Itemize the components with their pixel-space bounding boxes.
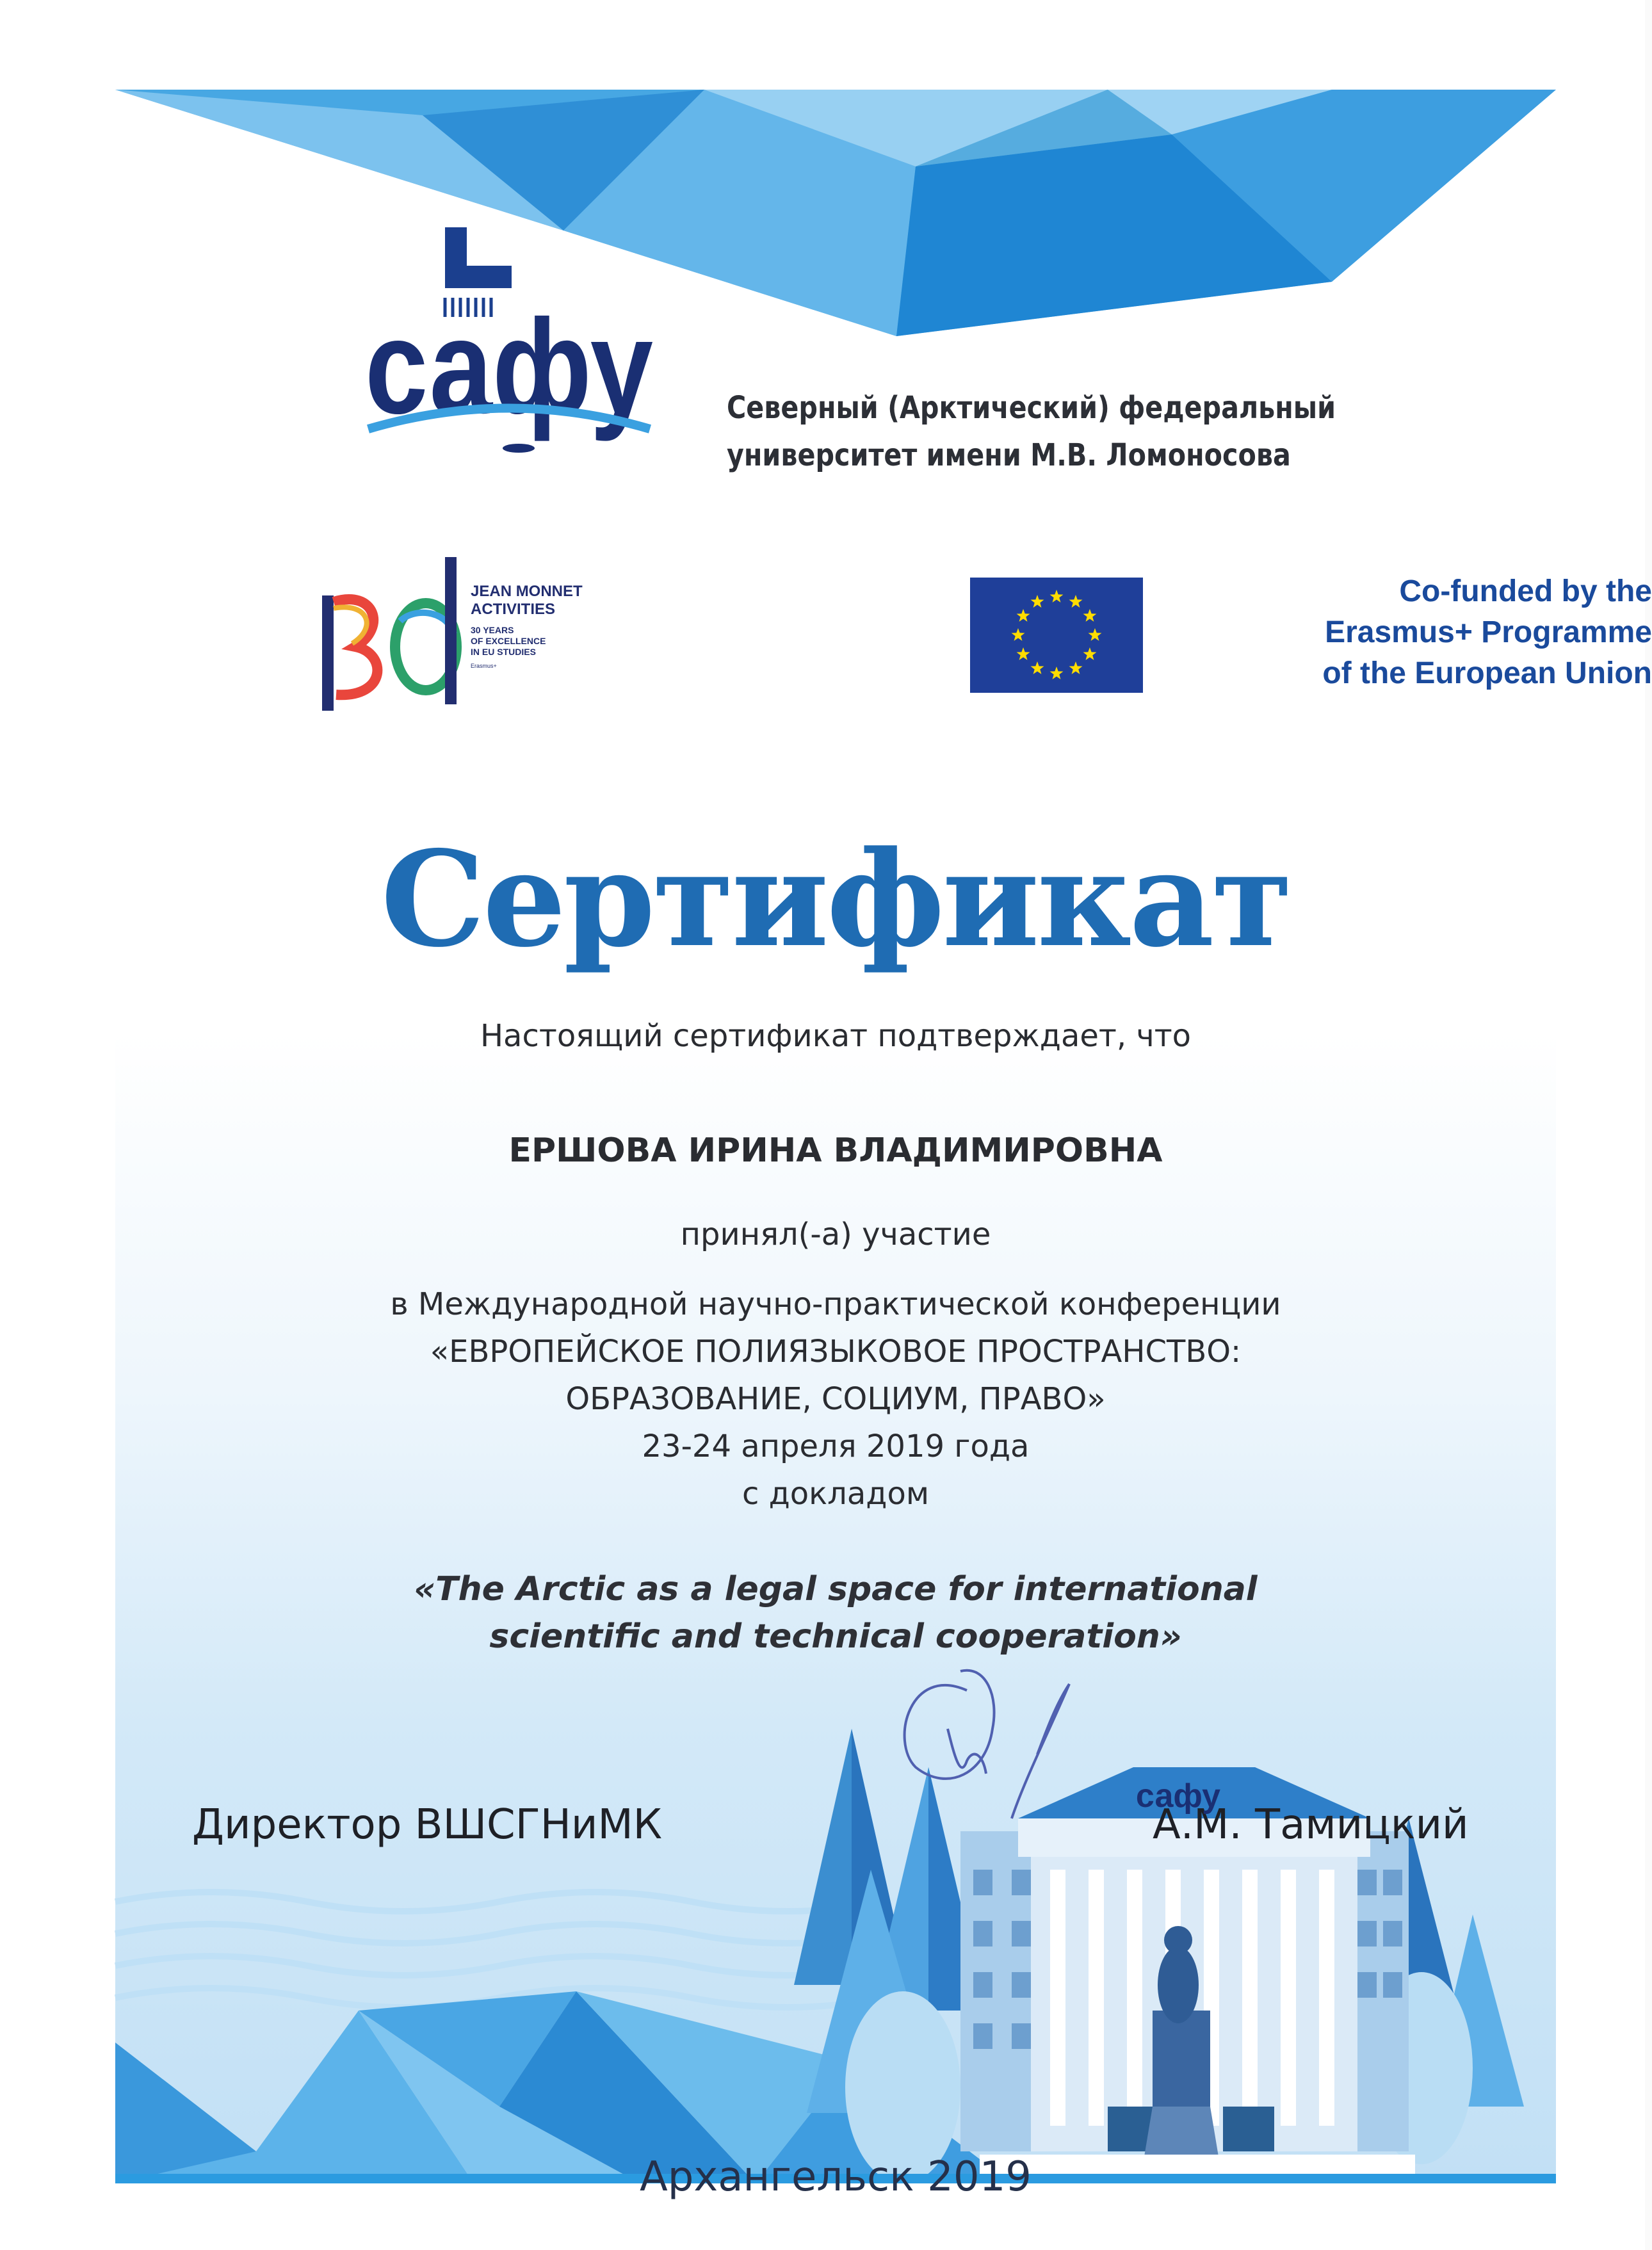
university-name-line-2: университет имени М.В. Ломоносова <box>727 437 1291 473</box>
certificate-title: Сертификат <box>380 823 1291 976</box>
report-title-line-1: «The Arctic as a legal space for international <box>414 1570 1258 1608</box>
city-year: Архангельск 2019 <box>639 2153 1032 2201</box>
conference-details <box>115 1281 1556 1518</box>
certificate-frame <box>115 90 1652 2201</box>
jean-monnet-title-1: JEAN MONNET <box>471 583 583 600</box>
waves <box>115 1892 884 2007</box>
top-polygon-banner <box>115 90 1556 336</box>
conference-line-5: с докладом <box>741 1476 930 1512</box>
university-name-line-1: Северный (Арктический) федеральный <box>727 390 1336 426</box>
jean-monnet-title-2: ACTIVITIES <box>471 601 556 618</box>
report-title <box>115 1566 1556 1660</box>
jean-monnet-erasmus-small: Erasmus+ <box>471 663 497 669</box>
eu-funding-line-3: of the European Union <box>1322 656 1652 690</box>
safu-logo <box>362 227 656 461</box>
jean-monnet-sub-1: 30 YEARS <box>471 625 514 635</box>
jean-monnet-text <box>471 583 676 669</box>
certificate-intro: Настоящий сертификат подтверждает, что <box>480 1018 1192 1054</box>
svg-text:сафу: сафу <box>365 291 653 442</box>
participation-text: принял(-а) участие <box>680 1217 991 1252</box>
conference-line-1: в Международной научно-практической конференции <box>390 1286 1281 1322</box>
signatory-name: А.М. Тамицкий <box>1153 1801 1469 1849</box>
eu-funding-line-1: Co-funded by the <box>1399 574 1652 608</box>
conference-line-2: «ЕВРОПЕЙСКОЕ ПОЛИЯЗЫКОВОЕ ПРОСТРАНСТВО: <box>430 1334 1242 1370</box>
signatory-role: Директор ВШСГНиМК <box>192 1801 663 1849</box>
eu-funding-line-2: Erasmus+ Programme <box>1325 615 1652 649</box>
conference-line-3: ОБРАЗОВАНИЕ, СОЦИУМ, ПРАВО» <box>565 1381 1106 1417</box>
university-name <box>727 384 1336 479</box>
eu-funding-text <box>1140 571 1652 694</box>
jean-monnet-sub-2: OF EXCELLENCE <box>471 636 546 646</box>
building-sign: сафу <box>1135 1777 1221 1815</box>
report-title-line-2: scientific and technical cooperation» <box>489 1617 1182 1656</box>
conference-date: 23-24 апреля 2019 года <box>642 1429 1030 1464</box>
recipient-name: ЕРШОВА ИРИНА ВЛАДИМИРОВНА <box>508 1131 1163 1170</box>
jean-monnet-logo <box>317 557 471 720</box>
jean-monnet-sub-3: IN EU STUDIES <box>471 647 536 657</box>
eu-flag-icon <box>970 578 1143 696</box>
